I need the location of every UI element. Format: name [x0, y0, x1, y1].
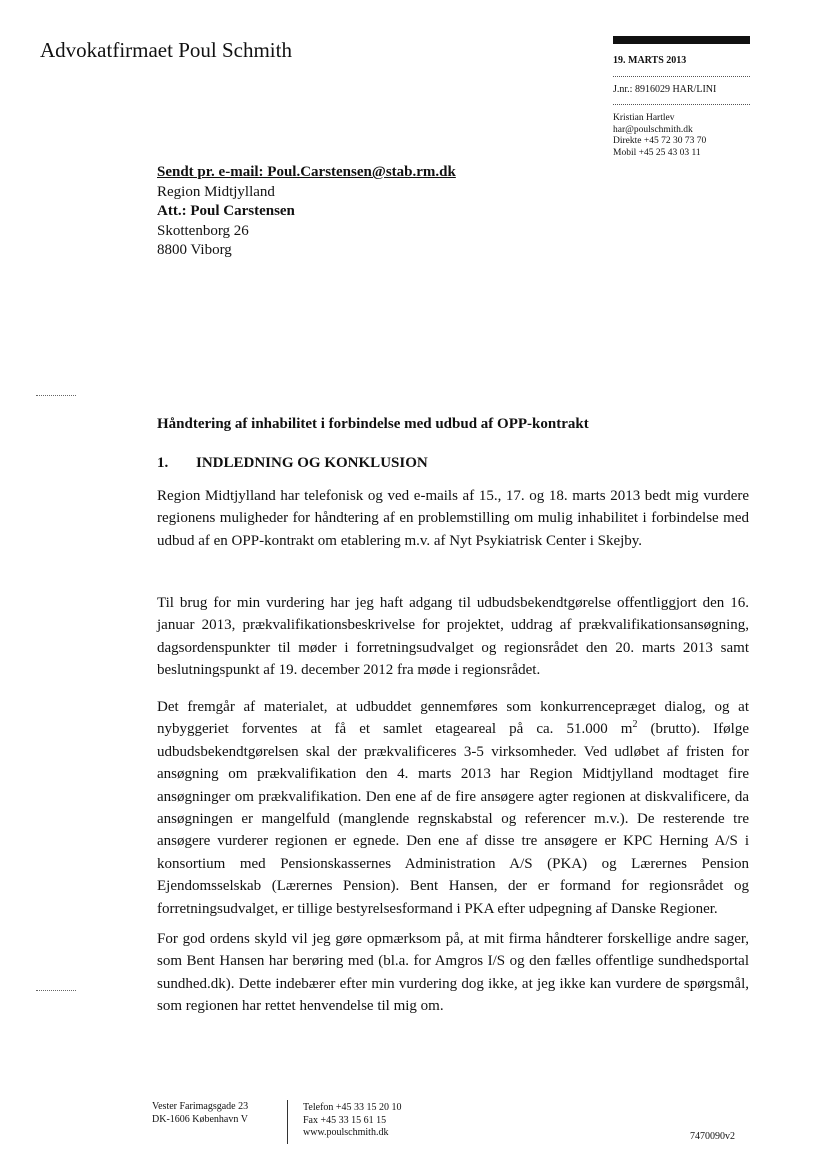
firm-name: Advokatfirmaet Poul Schmith	[40, 38, 292, 62]
divider	[613, 76, 750, 77]
paragraph-text: Det fremgår af materialet, at udbuddet gennemføres som konkurrencepræget dialog, og at nybyggeriet forventes at få et samlet etageareal på ca. 51.000 m	[157, 699, 749, 738]
footer-address	[152, 1101, 248, 1126]
footer-fax: Fax +45 33 15 61 15	[303, 1114, 387, 1126]
journal-number: J.nr.: 8916029 HAR/LINI	[613, 84, 717, 95]
recipient-street: Skottenborg 26	[157, 222, 249, 239]
divider	[613, 104, 750, 105]
sender-contact	[613, 113, 706, 159]
sent-by-email-line: Sendt pr. e-mail: Poul.Carstensen@stab.rm.dk	[157, 164, 456, 180]
footer-website: www.poulschmith.dk	[303, 1127, 389, 1138]
recipient-organization: Region Midtjylland	[157, 183, 275, 200]
footer-phone: Telefon +45 33 15 20 10	[303, 1102, 402, 1113]
sender-name: Kristian Hartlev	[613, 113, 675, 123]
header-bar	[613, 36, 750, 44]
footer-separator	[287, 1100, 288, 1144]
recipient-address	[157, 163, 456, 261]
sender-mobile: Mobil +45 25 43 03 11	[613, 147, 701, 158]
footer-contact	[303, 1102, 402, 1140]
fold-mark	[36, 395, 76, 396]
sender-direct-phone: Direkte +45 72 30 73 70	[613, 136, 707, 146]
superscript: 2	[632, 719, 638, 731]
body-paragraph: Til brug for min vurdering har jeg haft adgang til udbudsbekendtgørelse offentliggjort den 16. januar 2013, prækvalifikationsbeskrivelse for projektet, uddrag af prækvalifikationsansøgning, dagsordenspunkter til møder i forretningsudvalget og regionsrådet den 20. marts 2013 samt beslutningspunkt af 19. december 2012 fra møde i regionsrådet.	[157, 595, 749, 679]
footer-city: DK-1606 København V	[152, 1113, 248, 1125]
body-paragraph: For god ordens skyld vil jeg gøre opmærksom på, at mit firma håndterer forskellige andre sager, som Bent Hansen har berøring med (bl.a. for Amgros I/S og den fælles offentlige sundhedsportal sundhed.dk). Dette indebærer efter min vurdering dog ikke, at jeg ikke kan vurdere de spørgsmål, som regionen har rettet henvendelse til mig om.	[157, 931, 749, 1015]
letter-subject: Håndtering af inhabilitet i forbindelse med udbud af OPP-kontrakt	[157, 416, 589, 432]
recipient-city: 8800 Viborg	[157, 242, 232, 258]
section-title: INDLEDNING OG KONKLUSION	[196, 455, 428, 471]
footer-street: Vester Farimagsgade 23	[152, 1101, 249, 1112]
document-id: 7470090v2	[690, 1131, 735, 1142]
body-paragraph	[157, 696, 749, 920]
section-number: 1.	[157, 455, 169, 471]
fold-mark	[36, 990, 76, 991]
paragraph-text: (brutto). Ifølge udbudsbekendtgørelsen skal der prækvalificeres 3-5 virksomheder. Ved udløbet af fristen for ansøgning om prækvalifikation den 4. marts 2013 har Region Midtjylland modtaget fire ansøgninger om prækvalifikation. Den ene af de fire ansøgere agter regionen at diskvalificere, da ansøgningen er mangelfuld (manglende regnskabstal og referencer m.v.). De resterende tre ansøgere vurderer regionen er egnede. Den ene af disse tre ansøgere er KPC Herning A/S i konsortium med Pensionskassernes Administration A/S (PKA) og Lærernes Pension Ejendomsselskab (Lærernes Pension). Bent Hansen, der er formand for regionsrådet og forretningsudvalget, er tillige bestyrelsesformand i PKA efter udpegning af Danske Regioner.	[157, 721, 749, 917]
recipient-attention: Att.: Poul Carstensen	[157, 203, 295, 219]
letter-date: 19. MARTS 2013	[613, 55, 687, 66]
sender-email: har@poulschmith.dk	[613, 124, 693, 135]
body-paragraph: Region Midtjylland har telefonisk og ved e-mails af 15., 17. og 18. marts 2013 bedt mig vurdere regionens muligheder for håndtering af en problemstilling om mulig inhabilitet i forbindelse med udbud af en OPP-kontrakt om etablering m.v. af Nyt Psykiatrisk Center i Skejby.	[157, 488, 749, 549]
